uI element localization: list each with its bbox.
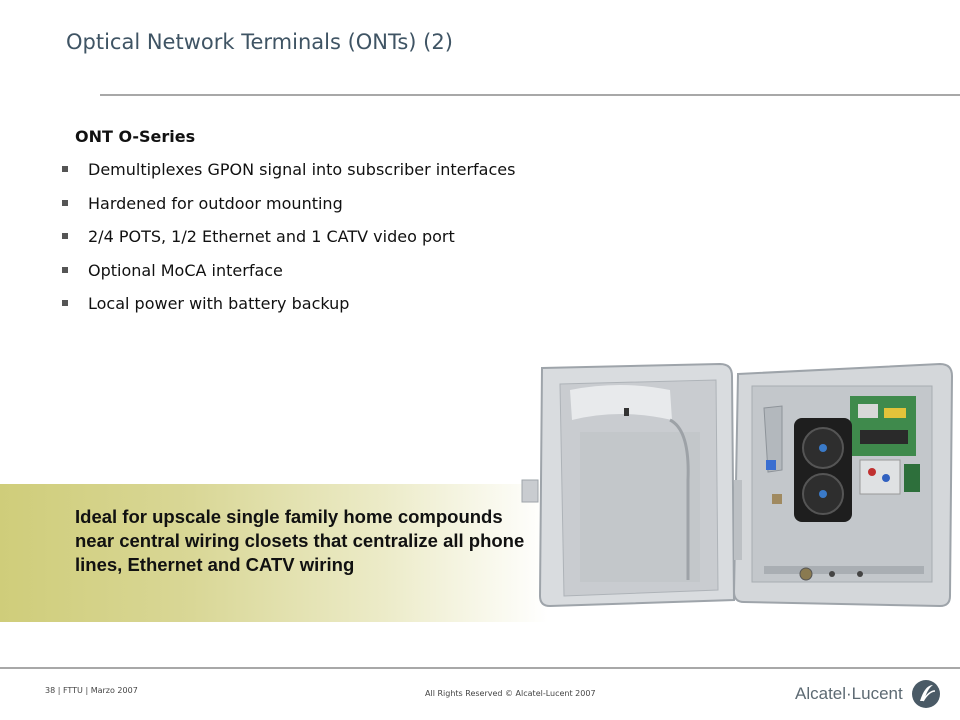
bullet-item (62, 160, 515, 194)
bullet-square-icon (62, 200, 68, 206)
bullet-text: Optional MoCA interface (88, 260, 283, 280)
slide-title: Optical Network Terminals (ONTs) (2) (66, 30, 453, 54)
footer-copyright: All Rights Reserved © Alcatel-Lucent 2007 (425, 689, 596, 698)
brand-logo (795, 679, 941, 709)
bullet-item (62, 194, 515, 228)
footer-page-info: 38 | FTTU | Marzo 2007 (45, 686, 138, 695)
bullet-text: Local power with battery backup (88, 294, 350, 313)
bullet-text: Hardened for outdoor mounting (88, 193, 343, 213)
bullet-item (62, 261, 515, 295)
bullet-list (62, 160, 515, 328)
bullet-square-icon (62, 166, 68, 172)
ont-device-photo (520, 360, 960, 610)
bullet-square-icon (62, 267, 68, 273)
section-subtitle: ONT O-Series (75, 127, 196, 146)
alcatel-lucent-logo-icon (911, 679, 941, 709)
bullet-text: 2/4 POTS, 1/2 Ethernet and 1 CATV video port (88, 227, 455, 246)
brand-name: Alcatel·Lucent (795, 684, 903, 703)
callout-text: Ideal for upscale single family home compounds near central wiring closets that centralize all phone lines, Ethernet and CATV wiring (75, 506, 525, 575)
bullet-item (62, 294, 515, 328)
bullet-square-icon (62, 233, 68, 239)
title-divider (100, 94, 960, 96)
bullet-square-icon (62, 300, 68, 306)
bullet-text: Demultiplexes GPON signal into subscriber interfaces (88, 160, 516, 179)
footer-divider (0, 667, 960, 669)
bullet-item (62, 227, 515, 261)
